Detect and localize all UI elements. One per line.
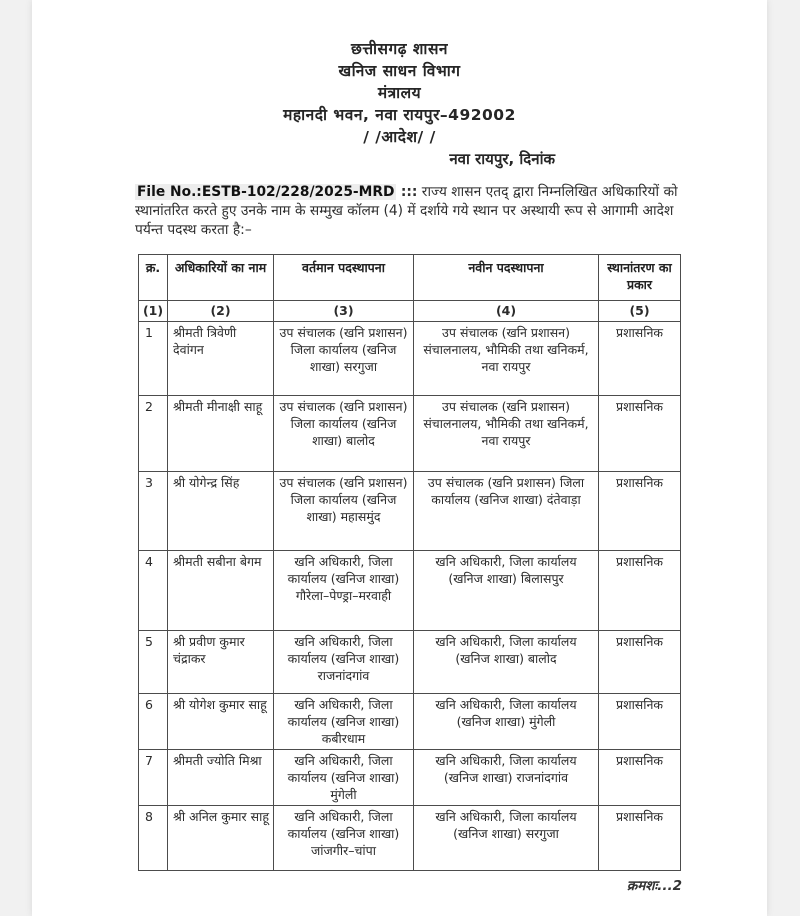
cell-serial: 4 bbox=[139, 551, 168, 631]
cell-current-posting: उप संचालक (खनि प्रशासन) जिला कार्यालय (खनिज शाखा) सरगुजा bbox=[274, 322, 414, 396]
column-number-row bbox=[139, 301, 681, 322]
table-row bbox=[139, 551, 681, 631]
header-new-posting: नवीन पदस्थापना bbox=[414, 255, 599, 301]
table-row bbox=[139, 322, 681, 396]
file-number: File No.:ESTB-102/228/2025-MRD bbox=[137, 184, 395, 200]
cell-new-posting: उप संचालक (खनि प्रशासन) संचालनालय, भौमिकी तथा खनिकर्म, नवा रायपुर bbox=[414, 396, 599, 472]
col-number-1: (1) bbox=[139, 301, 168, 322]
cell-serial: 7 bbox=[139, 750, 168, 806]
cell-serial: 2 bbox=[139, 396, 168, 472]
header-order-title: / /आदेश/ / bbox=[363, 128, 436, 146]
table-row bbox=[139, 631, 681, 694]
header-officer-name: अधिकारियों का नाम bbox=[168, 255, 274, 301]
table-header-row bbox=[139, 255, 681, 301]
header-serial: क्र. bbox=[139, 255, 168, 301]
header-transfer-type: स्थानांतरण का प्रकार bbox=[599, 255, 681, 301]
cell-officer-name: श्रीमती ज्योति मिश्रा bbox=[168, 750, 274, 806]
file-number-separator: ::: bbox=[400, 184, 418, 200]
cell-transfer-type: प्रशासनिक bbox=[599, 322, 681, 396]
cell-serial: 6 bbox=[139, 694, 168, 750]
transfer-order-table bbox=[138, 254, 681, 871]
cell-new-posting: उप संचालक (खनि प्रशासन) जिला कार्यालय (खनिज शाखा) दंतेवाड़ा bbox=[414, 472, 599, 551]
intro-text: राज्य शासन एतद् द्वारा निम्नलिखित अधिकारियों को स्थानांतरित करते हुए उनके नाम के सम्मुख कॉलम (4) में दर्शाये गये स्थान पर अस्थायी रूप से आगामी आदेश पर्यन्त पदस्थ करता है:– bbox=[135, 184, 678, 238]
col-number-5: (5) bbox=[599, 301, 681, 322]
cell-transfer-type: प्रशासनिक bbox=[599, 472, 681, 551]
cell-current-posting: उप संचालक (खनि प्रशासन) जिला कार्यालय (खनिज शाखा) महासमुंद bbox=[274, 472, 414, 551]
cell-new-posting: खनि अधिकारी, जिला कार्यालय (खनिज शाखा) मुंगेली bbox=[414, 694, 599, 750]
cell-new-posting: खनि अधिकारी, जिला कार्यालय (खनिज शाखा) बिलासपुर bbox=[414, 551, 599, 631]
cell-transfer-type: प्रशासनिक bbox=[599, 551, 681, 631]
cell-transfer-type: प्रशासनिक bbox=[599, 396, 681, 472]
document-page bbox=[32, 0, 767, 916]
continuation-marker: क्रमशः...2 bbox=[626, 878, 682, 894]
cell-transfer-type: प्रशासनिक bbox=[599, 806, 681, 871]
cell-transfer-type: प्रशासनिक bbox=[599, 694, 681, 750]
cell-officer-name: श्रीमती त्रिवेणी देवांगन bbox=[168, 322, 274, 396]
col-number-4: (4) bbox=[414, 301, 599, 322]
cell-officer-name: श्री योगेन्द्र सिंह bbox=[168, 472, 274, 551]
cell-serial: 5 bbox=[139, 631, 168, 694]
cell-transfer-type: प्रशासनिक bbox=[599, 750, 681, 806]
cell-serial: 1 bbox=[139, 322, 168, 396]
cell-current-posting: उप संचालक (खनि प्रशासन) जिला कार्यालय (खनिज शाखा) बालोद bbox=[274, 396, 414, 472]
cell-current-posting: खनि अधिकारी, जिला कार्यालय (खनिज शाखा) कबीरधाम bbox=[274, 694, 414, 750]
cell-new-posting: खनि अधिकारी, जिला कार्यालय (खनिज शाखा) बालोद bbox=[414, 631, 599, 694]
table-row bbox=[139, 694, 681, 750]
header-address: महानदी भवन, नवा रायपुर–492002 bbox=[283, 106, 516, 124]
cell-current-posting: खनि अधिकारी, जिला कार्यालय (खनिज शाखा) जांजगीर–चांपा bbox=[274, 806, 414, 871]
table-row bbox=[139, 806, 681, 871]
cell-transfer-type: प्रशासनिक bbox=[599, 631, 681, 694]
cell-serial: 8 bbox=[139, 806, 168, 871]
header-department-name: खनिज साधन विभाग bbox=[338, 62, 461, 80]
table-row bbox=[139, 750, 681, 806]
cell-serial: 3 bbox=[139, 472, 168, 551]
header-ministry: मंत्रालय bbox=[377, 84, 422, 102]
cell-officer-name: श्रीमती सबीना बेगम bbox=[168, 551, 274, 631]
cell-officer-name: श्री प्रवीण कुमार चंद्राकर bbox=[168, 631, 274, 694]
cell-new-posting: खनि अधिकारी, जिला कार्यालय (खनिज शाखा) सरगुजा bbox=[414, 806, 599, 871]
cell-officer-name: श्री योगेश कुमार साहू bbox=[168, 694, 274, 750]
table-row bbox=[139, 396, 681, 472]
cell-officer-name: श्री अनिल कुमार साहू bbox=[168, 806, 274, 871]
table-row bbox=[139, 472, 681, 551]
header-government-name: छत्तीसगढ़ शासन bbox=[350, 40, 449, 58]
col-number-2: (2) bbox=[168, 301, 274, 322]
document-header bbox=[32, 38, 767, 148]
cell-officer-name: श्रीमती मीनाक्षी साहू bbox=[168, 396, 274, 472]
cell-current-posting: खनि अधिकारी, जिला कार्यालय (खनिज शाखा) गौरेला–पेण्ड्रा–मरवाही bbox=[274, 551, 414, 631]
intro-paragraph bbox=[135, 183, 691, 240]
cell-current-posting: खनि अधिकारी, जिला कार्यालय (खनिज शाखा) राजनांदगांव bbox=[274, 631, 414, 694]
place-and-date-line: नवा रायपुर, दिनांक bbox=[449, 150, 555, 168]
cell-new-posting: खनि अधिकारी, जिला कार्यालय (खनिज शाखा) राजनांदगांव bbox=[414, 750, 599, 806]
cell-new-posting: उप संचालक (खनि प्रशासन) संचालनालय, भौमिकी तथा खनिकर्म, नवा रायपुर bbox=[414, 322, 599, 396]
cell-current-posting: खनि अधिकारी, जिला कार्यालय (खनिज शाखा) मुंगेली bbox=[274, 750, 414, 806]
header-current-posting: वर्तमान पदस्थापना bbox=[274, 255, 414, 301]
col-number-3: (3) bbox=[274, 301, 414, 322]
